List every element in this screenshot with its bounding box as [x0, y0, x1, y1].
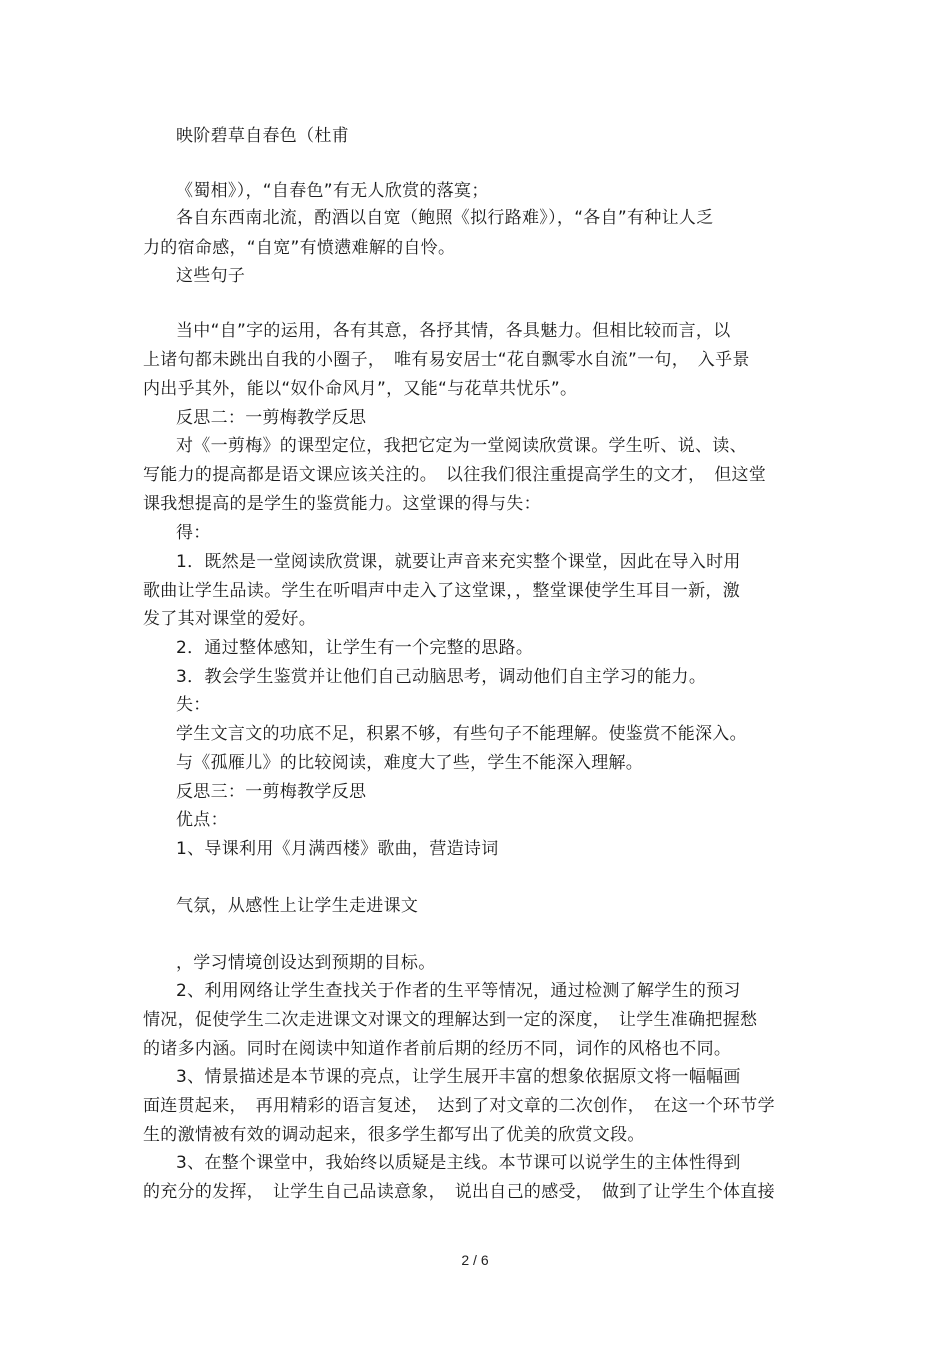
- text-line: 当中“自”字的运用，各有其意，各抒其情，各具魅力。但相比较而言，以: [176, 321, 731, 341]
- text-line: 《蜀相》），“自春色”有无人欣赏的落寞；: [176, 181, 489, 201]
- text-line: ，学习情境创设达到预期的目标。: [176, 953, 436, 973]
- text-line: 得：: [176, 523, 211, 543]
- section-heading: 反思三：一剪梅教学反思: [176, 782, 367, 802]
- text-line: 与《孤雁儿》的比较阅读，难度大了些，学生不能深入理解。: [176, 753, 644, 773]
- text-line: 这些句子: [176, 266, 246, 286]
- text-line: 各自东西南北流，酌酒以自宽（鲍照《拟行路难》），“各自”有种让人乏: [176, 208, 714, 228]
- text-line: 课我想提高的是学生的鉴赏能力。这堂课的得与失：: [143, 494, 541, 514]
- text-line: 3、情景描述是本节课的亮点，让学生展开丰富的想象依据原文将一幅幅画: [176, 1067, 741, 1087]
- text-line: 写能力的提高都是语文课应该关注的。 以往我们很注重提高学生的文才， 但这堂: [143, 465, 767, 485]
- text-line: 2．通过整体感知，让学生有一个完整的思路。: [176, 638, 534, 658]
- page-number: 2 / 6: [461, 1252, 489, 1268]
- text-line: 歌曲让学生品读。学生在听唱声中走入了这堂课，，整堂课使学生耳目一新，激: [143, 581, 740, 601]
- text-line: 内出乎其外，能以“奴仆命风月”，又能“与花草共忧乐”。: [143, 379, 578, 399]
- text-line: 1．既然是一堂阅读欣赏课，就要让声音来充实整个课堂，因此在导入时用: [176, 552, 741, 572]
- text-line: 1、导课利用《月满西楼》歌曲，营造诗词: [176, 839, 499, 859]
- section-heading: 反思二：一剪梅教学反思: [176, 408, 367, 428]
- text-line: 的充分的发挥， 让学生自己品读意象， 说出自己的感受， 做到了让学生个体直接: [143, 1182, 775, 1202]
- text-line: 情况，促使学生二次走进课文对课文的理解达到一定的深度， 让学生准确把握愁: [143, 1010, 758, 1030]
- text-line: 失：: [176, 695, 211, 715]
- text-line: 气氛，从感性上让学生走进课文: [176, 896, 419, 916]
- text-line: 3、在整个课堂中，我始终以质疑是主线。本节课可以说学生的主体性得到: [176, 1153, 741, 1173]
- text-line: 发了其对课堂的爱好。: [143, 609, 316, 629]
- text-line: 优点：: [176, 810, 228, 830]
- text-line: 力的宿命感，“自宽”有愤懑难解的自怜。: [143, 238, 456, 258]
- text-line: 3．教会学生鉴赏并让他们自己动脑思考，调动他们自主学习的能力。: [176, 667, 707, 687]
- text-line: 上诸句都未跳出自我的小圈子， 唯有易安居士“花自飘零水自流”一句， 入乎景: [143, 350, 750, 370]
- text-line: 的诸多内涵。同时在阅读中知道作者前后期的经历不同，词作的风格也不同。: [143, 1039, 732, 1059]
- text-line: 映阶碧草自春色（杜甫: [176, 126, 349, 146]
- text-line: 生的激情被有效的调动起来，很多学生都写出了优美的欣赏文段。: [143, 1125, 645, 1145]
- text-line: 对《一剪梅》的课型定位，我把它定为一堂阅读欣赏课。学生听、说、读、: [176, 436, 747, 456]
- text-line: 学生文言文的功底不足，积累不够，有些句子不能理解。使鉴赏不能深入。: [176, 724, 747, 744]
- text-line: 面连贯起来， 再用精彩的语言复述， 达到了对文章的二次创作， 在这一个环节学: [143, 1096, 775, 1116]
- text-line: 2、利用网络让学生查找关于作者的生平等情况，通过检测了解学生的预习: [176, 981, 741, 1001]
